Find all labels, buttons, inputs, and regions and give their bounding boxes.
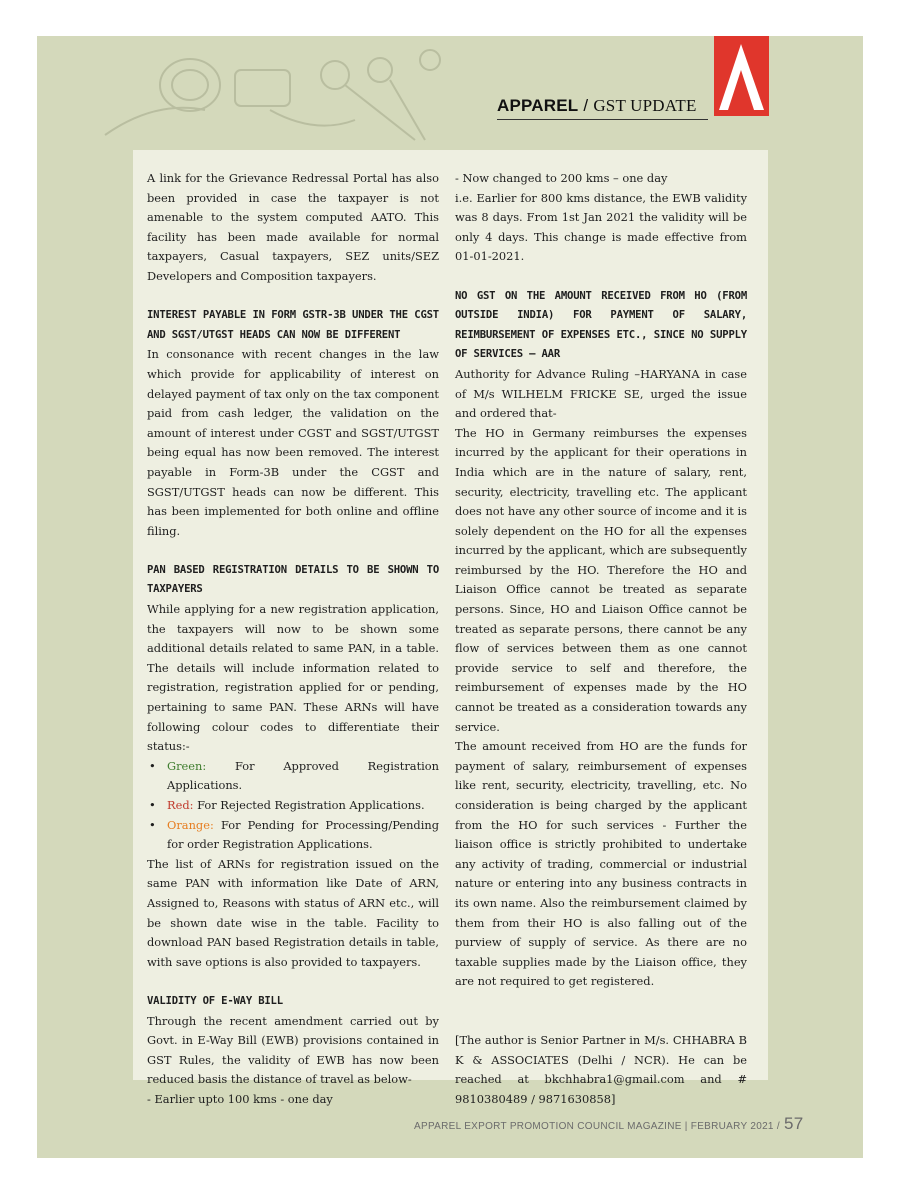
paragraph: The amount received from HO are the funds for payment of salary, reimbursement of expenses like rent, security, electricity, travelling, etc. No consideration is being charged by the applicant from the HO for such services - Further the liaison office is strictly prohibited to undertake any activity of trading, commercial or industrial nature or entering into any business contracts in its own name. Also the reimbursement claimed by them from their HO is also falling out of the purview of supply of service. As there are no taxable supplies made by the Liaison office, they are not required to get registered. [455, 739, 747, 989]
section-heading: VALIDITY OF E-WAY BILL [147, 994, 283, 1007]
issue-date: FEBRUARY 2021 [690, 1121, 774, 1132]
bullet-icon: • [149, 798, 156, 812]
status-description: For Rejected Registration Applications. [193, 798, 425, 812]
paragraph: The HO in Germany reimburses the expenses incurred by the applicant for their operations in India which are in the nature of salary, rent, security, electricity, travelling etc. The applicant does not have any other source of income and it is solely dependent on the HO for all the expenses incurred by the applicant, which are subsequently reimbursed by the HO. Therefore the HO and Liaison Office cannot be treated as separate persons. Since, HO and Liaison Office cannot be treated as separate persons, there cannot be any flow of services between them as one cannot provide service to self and therefore, the reimbursement of expenses made by the HO cannot be treated as a consideration towards any service. [455, 425, 747, 734]
apparel-logo [714, 36, 769, 116]
paragraph: i.e. Earlier for 800 kms distance, the EWB validity was 8 days. From 1st Jan 2021 the validity will be only 4 days. This change is made effective from 01-01-2021. [455, 190, 747, 264]
list-item [147, 816, 439, 855]
bullet-icon: • [149, 817, 156, 832]
paragraph: - Now changed to 200 kms – one day [455, 171, 668, 185]
sewing-notions-illustration [95, 40, 455, 150]
list-item [147, 796, 439, 816]
page-footer: APPAREL EXPORT PROMOTION COUNCIL MAGAZINE | FEBRUARY 2021 / 57 [414, 1114, 804, 1133]
magazine-name: APPAREL EXPORT PROMOTION COUNCIL MAGAZINE [414, 1121, 682, 1132]
paragraph: - Earlier upto 100 kms - one day [147, 1091, 333, 1106]
page-header [497, 96, 697, 116]
status-color-label: Red: [167, 798, 194, 812]
status-color-label: Green: [167, 758, 207, 773]
page-number: 57 [784, 1114, 804, 1133]
section-heading: NO GST ON THE AMOUNT RECEIVED FROM HO (FROM OUTSIDE INDIA) FOR PAYMENT OF SALARY, REIMBURSEMENT OF EXPENSES ETC., SINCE NO SUPPLY OF SERVICES – AAR [455, 289, 747, 361]
bullet-icon: • [149, 758, 156, 773]
header-separator: / [583, 96, 589, 115]
footer-separator: / [776, 1121, 780, 1132]
paragraph: While applying for a new registration application, the taxpayers will now to be shown some additional details related to same PAN, in a table. The details will include information related to registration, registration applied for or pending, pertaining to same PAN. These ARNs will have following colour codes to differentiate their status:- [147, 602, 439, 754]
section-title: APPAREL [497, 96, 579, 115]
paragraph: The list of ARNs for registration issued on the same PAN with information like Date of ARN, Assigned to, Reasons with status of ARN etc., will be shown date wise in the table. Facility to download PAN based Registration details in table, with save options is also provided to taxpayers. [147, 856, 439, 969]
section-heading: PAN BASED REGISTRATION DETAILS TO BE SHOWN TO TAXPAYERS [147, 563, 439, 596]
paragraph: A link for the Grievance Redressal Portal has also been provided in case the taxpayer is not amenable to the system computed AATO. This facility has been made available for normal taxpayers, Casual taxpayers, SEZ units/SEZ Developers and Composition taxpayers. [147, 171, 439, 283]
paragraph: Authority for Advance Ruling –HARYANA in case of M/s WILHELM FRICKE SE, urged the issue and ordered that- [455, 366, 747, 421]
paragraph: Through the recent amendment carried out by Govt. in E-Way Bill (EWB) provisions contained in GST Rules, the validity of EWB has now been reduced basis the distance of travel as below- [147, 1013, 439, 1087]
section-subtitle: GST UPDATE [593, 96, 697, 115]
right-column [455, 169, 747, 1110]
section-heading: INTEREST PAYABLE IN FORM GSTR-3B UNDER THE CGST AND SGST/UTGST HEADS CAN NOW BE DIFFERENT [147, 309, 439, 341]
header-divider [497, 119, 708, 120]
author-note: [The author is Senior Partner in M/s. CHHABRA B K & ASSOCIATES (Delhi / NCR). He can be reached at bkchhabra1@gmail.com and # 9810380489 / 9871630858] [455, 1033, 747, 1106]
status-description: For Approved Registration Applications. [167, 758, 439, 793]
paragraph: In consonance with recent changes in the law which provide for applicability of interest on delayed payment of tax only on the tax component paid from cash ledger, the validation on the amount of interest under CGST and SGST/UTGST being equal has now been removed. The interest payable in Form-3B under the CGST and SGST/UTGST heads can now be different. This has been implemented for both online and offline filing. [147, 347, 439, 538]
list-item [147, 757, 439, 796]
status-color-label: Orange: [167, 817, 214, 832]
status-description: For Pending for Processing/Pending for order Registration Applications. [167, 817, 439, 852]
left-column [147, 169, 439, 1110]
status-color-list [147, 757, 439, 855]
